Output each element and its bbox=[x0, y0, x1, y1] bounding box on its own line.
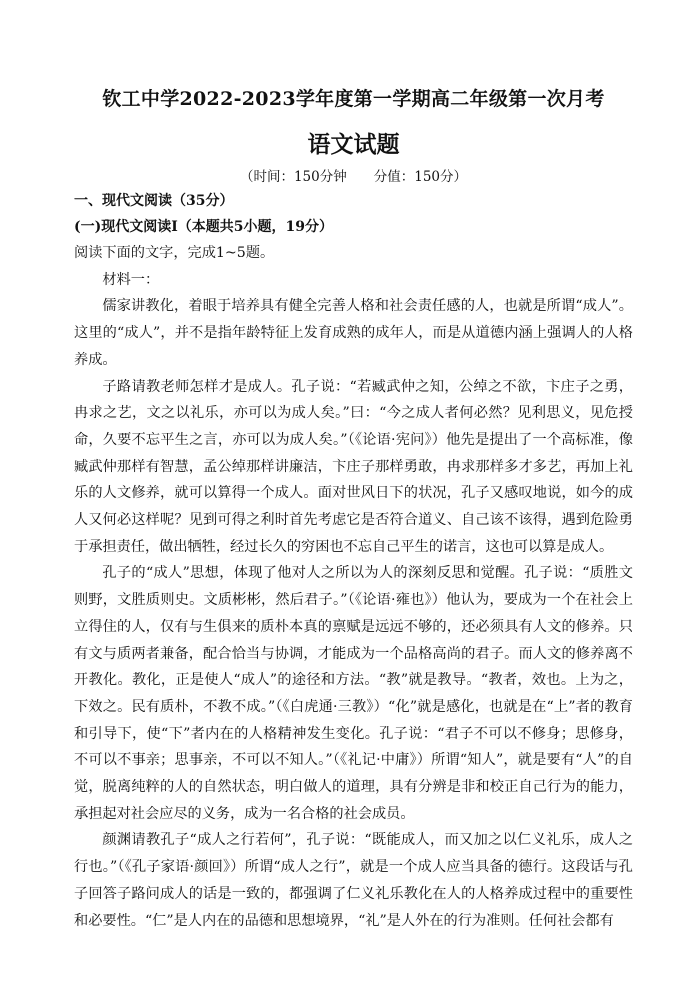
exam-time-score: （时间：150分钟 分值：150分） bbox=[239, 169, 468, 185]
paragraph-2: 子路请教老师怎样才是成人。孔子说：“若臧武仲之知，公绰之不欲，卞庄子之勇，冉求之艺，文之以礼乐，亦可以为成人矣。”曰：“今之成人者何必然？见利思义，见危授命，久要不忘平生之言，亦可以为成人矣。”（《论语·宪问》）他先是提出了一个高标准，像臧武仲那样有智慧，孟公绰那样讲廉洁，卞庄子那样勇敢，冉求那样多才多艺，再加上礼乐的人文修养，就可以算得一个成人。面对世风日下的状况，孔子又感叹地说，如今的成人又何必这样呢？见到可得之利时首先考虑它是否符合道义、自己该不该得，遇到危险勇于承担责任，做出牺牲，经过长久的穷困也不忘自己平生的诺言，这也可以算是成人。 bbox=[74, 378, 633, 555]
exam-title: 钦工中学2022-2023学年度第一学期高二年级第一次月考 bbox=[102, 88, 605, 110]
material-label: 材料一： bbox=[102, 271, 160, 288]
reading-instruction: 阅读下面的文字，完成1~5题。 bbox=[74, 245, 275, 261]
section-heading-reading-1: (一)现代文阅读Ⅰ（本题共5小题，19分） bbox=[74, 219, 334, 235]
paragraph-4: 颜渊请教孔子“成人之行若何”，孔子说：“既能成人，而又加之以仁义礼乐，成人之行也。”（《孔子家语·颜回》）所谓“成人之行”，就是一个成人应当具备的德行。这段话与孔子回答子路问成人的话是一致的，都强调了仁义礼乐教化在人的人格养成过程中的重要性和必要性。“仁”是人内在的品德和思想境界，“礼”是人外在的行为准则。任何社会都有 bbox=[74, 832, 633, 929]
paragraph-3: 孔子的“成人”思想，体现了他对人之所以为人的深刻反思和觉醒。孔子说：“质胜文则野，文胜质则史。文质彬彬，然后君子。”（《论语·雍也》）他认为，要成为一个在社会上立得住的人，仅有与生俱来的质朴本真的禀赋是远远不够的，还必须具有人文的修养。只有文与质两者兼备，配合恰当与协调，才能成为一个品格高尚的君子。而人文的修养离不开教化。教化，正是使人“成人”的途径和方法。“教”就是教导。“教者，效也。上为之，下效之。民有质朴，不教不成。”（《白虎通·三教》）“化”就是感化，也就是在“上”者的教育和引导下，使“下”者内在的人格精神发生变化。孔子说：“君子不可以不修身；思修身，不可以不事亲；思事亲，不可以不知人。”（《礼记·中庸》）所谓“知人”，就是要有“人”的自觉，脱离纯粹的人的自然状态，明白做人的道理，具有分辨是非和校正自己行为的能力，承担起对社会应尽的义务，成为一名合格的社会成员。 bbox=[74, 565, 633, 822]
exam-subject-title: 语文试题 bbox=[307, 131, 400, 158]
section-heading-part1: 一、现代文阅读（35分） bbox=[74, 193, 234, 209]
paragraph-1: 儒家讲教化，着眼于培养具有健全完善人格和社会责任感的人，也就是所谓“成人”。这里的“成人”，并不是指年龄特征上发育成熟的成年人，而是从道德内涵上强调人的人格养成。 bbox=[74, 298, 633, 368]
